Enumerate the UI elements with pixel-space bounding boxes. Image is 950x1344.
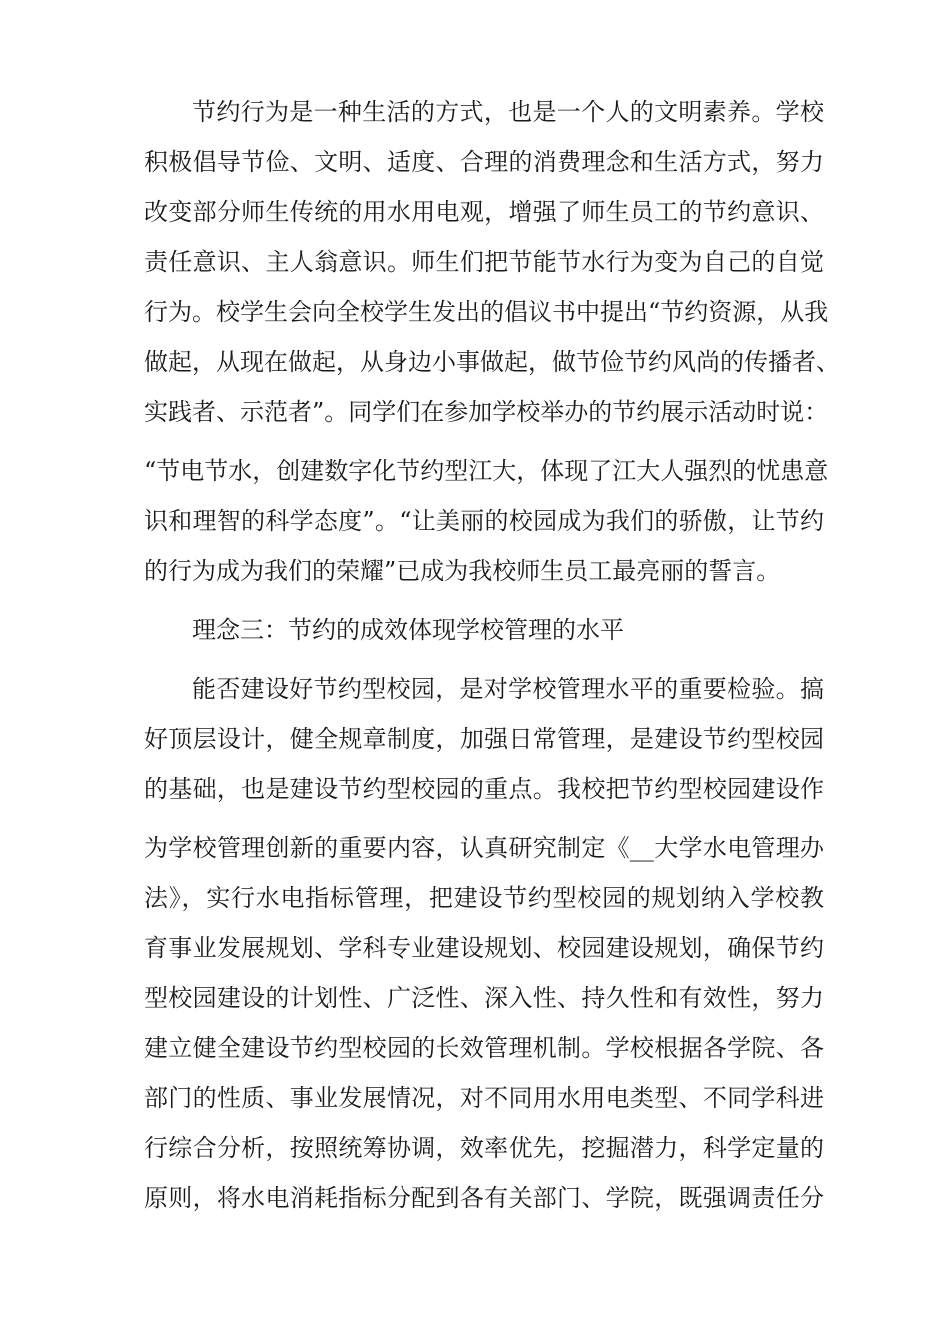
paragraph-line: 育事业发展规划、学科专业建设规划、校园建设规划，确保节约 — [144, 934, 824, 962]
paragraph-line: 部门的性质、事业发展情况，对不同用水用电类型、不同学科进 — [144, 1084, 824, 1112]
paragraph-line: 为学校管理创新的重要内容，认真研究制定《__大学水电管理办 — [144, 834, 824, 862]
paragraph-line: 识和理智的科学态度”。“让美丽的校园成为我们的骄傲，让节约 — [144, 507, 824, 535]
paragraph-line: 责任意识、主人翁意识。师生们把节能节水行为变为自己的自觉 — [144, 248, 824, 276]
paragraph-line: 改变部分师生传统的用水用电观，增强了师生员工的节约意识、 — [144, 198, 824, 226]
paragraph-line: 实践者、示范者”。同学们在参加学校举办的节约展示活动时说： — [144, 398, 829, 426]
paragraph-line: 积极倡导节俭、文明、适度、合理的消费理念和生活方式，努力 — [144, 148, 824, 176]
paragraph-line: 好顶层设计，健全规章制度，加强日常管理，是建设节约型校园 — [144, 725, 824, 753]
paragraph-line: 型校园建设的计划性、广泛性、深入性、持久性和有效性，努力 — [144, 984, 824, 1012]
paragraph-line: 原则，将水电消耗指标分配到各有关部门、学院，既强调责任分 — [144, 1184, 824, 1212]
section-heading: 理念三：节约的成效体现学校管理的水平 — [192, 616, 624, 644]
paragraph-line: 节约行为是一种生活的方式，也是一个人的文明素养。学校 — [192, 98, 824, 126]
paragraph-line: 做起，从现在做起，从身边小事做起，做节俭节约风尚的传播者、 — [144, 348, 840, 376]
paragraph-line: 法》，实行水电指标管理，把建设节约型校园的规划纳入学校教 — [144, 884, 824, 912]
paragraph-line: 建立健全建设节约型校园的长效管理机制。学校根据各学院、各 — [144, 1034, 824, 1062]
paragraph-line: 的基础，也是建设节约型校园的重点。我校把节约型校园建设作 — [144, 775, 824, 803]
paragraph-line: 的行为成为我们的荣耀”已成为我校师生员工最亮丽的誓言。 — [144, 557, 781, 585]
paragraph-line: 能否建设好节约型校园，是对学校管理水平的重要检验。搞 — [192, 675, 824, 703]
paragraph-line: “节电节水，创建数字化节约型江大，体现了江大人强烈的忧患意 — [144, 457, 829, 485]
paragraph-line: 行为。校学生会向全校学生发出的倡议书中提出“节约资源，从我 — [144, 298, 829, 326]
paragraph-line: 行综合分析，按照统筹协调，效率优先，挖掘潜力，科学定量的 — [144, 1134, 824, 1162]
